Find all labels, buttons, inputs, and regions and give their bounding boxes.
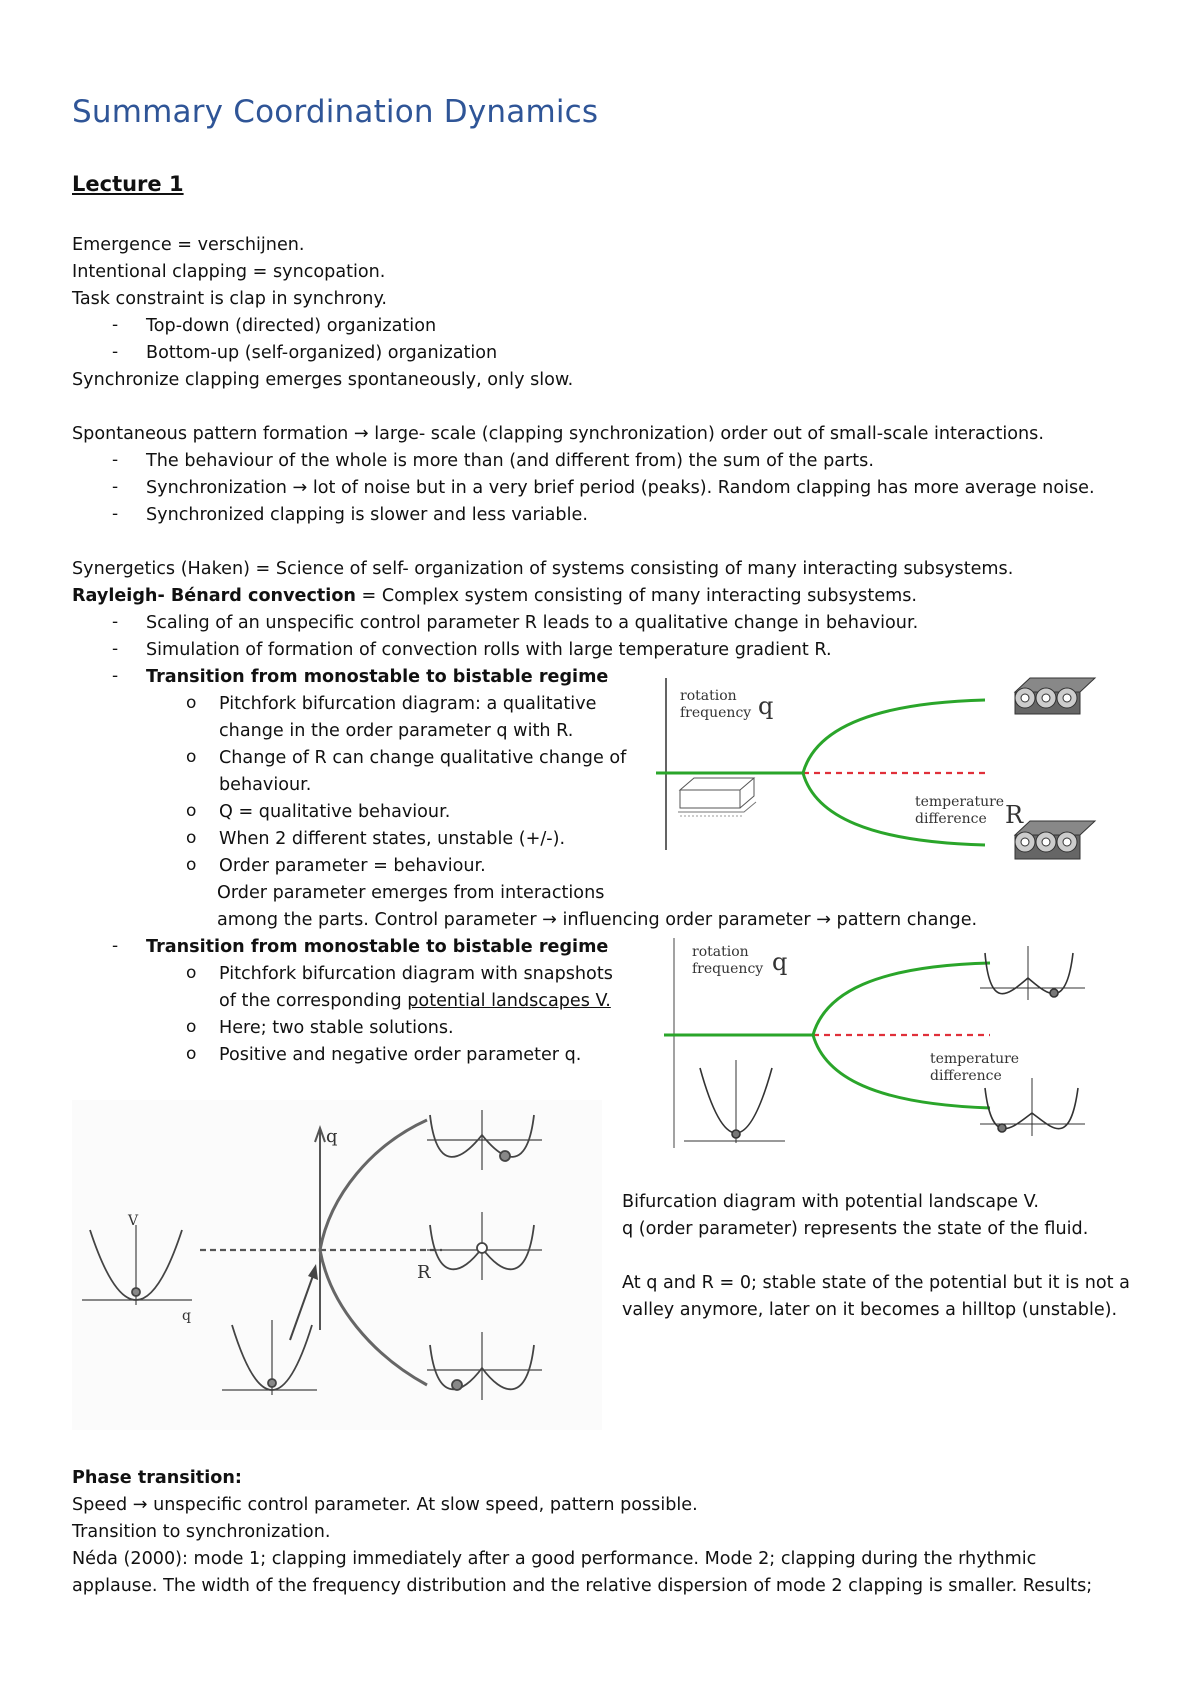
bullet-dash: - [112, 450, 119, 470]
bullet-text: among the parts. Control parameter → influencing order parameter → pattern change. [217, 910, 978, 930]
text-line: Transition to synchronization. [72, 1522, 331, 1542]
bullet-text: Simulation of formation of convection rolls with large temperature gradient R. [146, 640, 832, 660]
bullet-circle: o [186, 963, 197, 983]
x-axis-label-1: temperature [915, 794, 1005, 810]
bullet-circle: o [186, 828, 197, 848]
bullet-circle: o [186, 1044, 197, 1064]
text-span: of the corresponding [219, 991, 408, 1011]
bullet-text-bold: Transition from monostable to bistable regime [146, 667, 609, 687]
text-line [72, 585, 917, 607]
r-label: R [417, 1262, 431, 1283]
q-label: q [772, 948, 788, 976]
v-label: V [128, 1213, 139, 1229]
caption-line: At q and R = 0; stable state of the potential but it is not a [622, 1273, 1130, 1293]
bullet-text: Synchronization → lot of noise but in a very brief period (peaks). Random clapping has more average noise. [146, 478, 1095, 498]
bullet-dash: - [112, 612, 119, 632]
bifurcation-diagram-sketch [72, 1100, 602, 1430]
bullet-dash: - [112, 504, 119, 524]
convection-rolls-icon [1015, 821, 1095, 859]
bullet-text: Pitchfork bifurcation diagram with snapshots [219, 964, 613, 984]
bullet-text: Here; two stable solutions. [219, 1018, 454, 1038]
bullet-dash: - [112, 477, 119, 497]
text-line: Synergetics (Haken) = Science of self- organization of systems consisting of many interacting subsystems. [72, 559, 1014, 579]
double-well-potential-icon [980, 946, 1085, 1000]
x-axis-label-1: temperature [930, 1051, 1020, 1067]
caption-line: valley anymore, later on it becomes a hilltop (unstable). [622, 1300, 1118, 1320]
y-axis-label-1: rotation [680, 688, 737, 704]
text-line: Synchronize clapping emerges spontaneously, only slow. [72, 370, 574, 390]
bullet-text: change in the order parameter q with R. [219, 721, 574, 741]
r-label: R [1005, 801, 1024, 829]
bullet-text: Change of R can change qualitative change of [219, 748, 627, 768]
bullet-dash: - [112, 936, 119, 956]
page-title: Summary Coordination Dynamics [72, 94, 599, 130]
single-well-potential-icon [684, 1060, 785, 1143]
bullet-text: Synchronized clapping is slower and less variable. [146, 505, 588, 525]
bullet-text: The behaviour of the whole is more than (and different from) the sum of the parts. [146, 451, 874, 471]
text-line: Emergence = verschijnen. [72, 235, 305, 255]
bullet-text: Top-down (directed) organization [146, 316, 437, 336]
underlined-term: potential landscapes V. [407, 991, 611, 1011]
bullet-circle: o [186, 747, 197, 767]
bullet-circle: o [186, 1017, 197, 1037]
section-heading: Phase transition: [72, 1468, 242, 1488]
bullet-circle: o [186, 693, 197, 713]
q-label: q [182, 1308, 191, 1324]
text-span: = Complex system consisting of many interacting subsystems. [355, 586, 917, 606]
text-line: applause. The width of the frequency distribution and the relative dispersion of mode 2 clapping is smaller. Results; [72, 1576, 1093, 1596]
text-line: Intentional clapping = syncopation. [72, 262, 386, 282]
double-well-potential-icon [980, 1078, 1085, 1136]
bullet-text: Q = qualitative behaviour. [219, 802, 451, 822]
text-line: Speed → unspecific control parameter. At slow speed, pattern possible. [72, 1495, 698, 1515]
upper-stable-branch [803, 700, 985, 773]
bullet-dash: - [112, 342, 119, 362]
convection-rolls-icon [1015, 678, 1095, 714]
caption-line: Bifurcation diagram with potential landscape V. [622, 1192, 1039, 1212]
q-label: q [326, 1126, 338, 1147]
bullet-text: Scaling of an unspecific control parameter R leads to a qualitative change in behaviour. [146, 613, 919, 633]
text-line: Task constraint is clap in synchrony. [72, 289, 387, 309]
bullet-circle: o [186, 855, 197, 875]
bullet-text: Pitchfork bifurcation diagram: a qualitative [219, 694, 597, 714]
bullet-dash: - [112, 666, 119, 686]
bullet-text: When 2 different states, unstable (+/-). [219, 829, 566, 849]
x-axis-label-2: difference [930, 1068, 1002, 1084]
bullet-text: behaviour. [219, 775, 312, 795]
y-axis-label-2: frequency [692, 961, 764, 977]
bullet-text: Order parameter emerges from interactions [217, 883, 605, 903]
bullet-text-bold: Transition from monostable to bistable regime [146, 937, 609, 957]
upper-stable-branch [813, 963, 990, 1035]
lecture-heading: Lecture 1 [72, 172, 184, 196]
bullet-dash: - [112, 639, 119, 659]
bullet-dash: - [112, 315, 119, 335]
bold-term: Rayleigh- Bénard convection [72, 586, 356, 606]
text-line: Néda (2000): mode 1; clapping immediately after a good performance. Mode 2; clapping during the rhythmic [72, 1549, 1037, 1569]
text-line: Spontaneous pattern formation → large- scale (clapping synchronization) order out of small-scale interactions. [72, 424, 1044, 444]
x-axis-label-2: difference [915, 811, 987, 827]
caption-line: q (order parameter) represents the state of the fluid. [622, 1219, 1089, 1239]
conduction-box-icon [678, 778, 756, 816]
bifurcation-diagram-convection [650, 670, 1100, 875]
bullet-text: Bottom-up (self-organized) organization [146, 343, 498, 363]
y-axis-label-1: rotation [692, 944, 749, 960]
bullet-circle: o [186, 801, 197, 821]
q-label: q [758, 692, 774, 720]
figure-background [72, 1100, 602, 1430]
bullet-text: Positive and negative order parameter q. [219, 1045, 582, 1065]
bullet-text: Order parameter = behaviour. [219, 856, 486, 876]
y-axis-label-2: frequency [680, 705, 752, 721]
bullet-text [219, 990, 611, 1012]
bifurcation-diagram-potentials [660, 938, 1120, 1153]
